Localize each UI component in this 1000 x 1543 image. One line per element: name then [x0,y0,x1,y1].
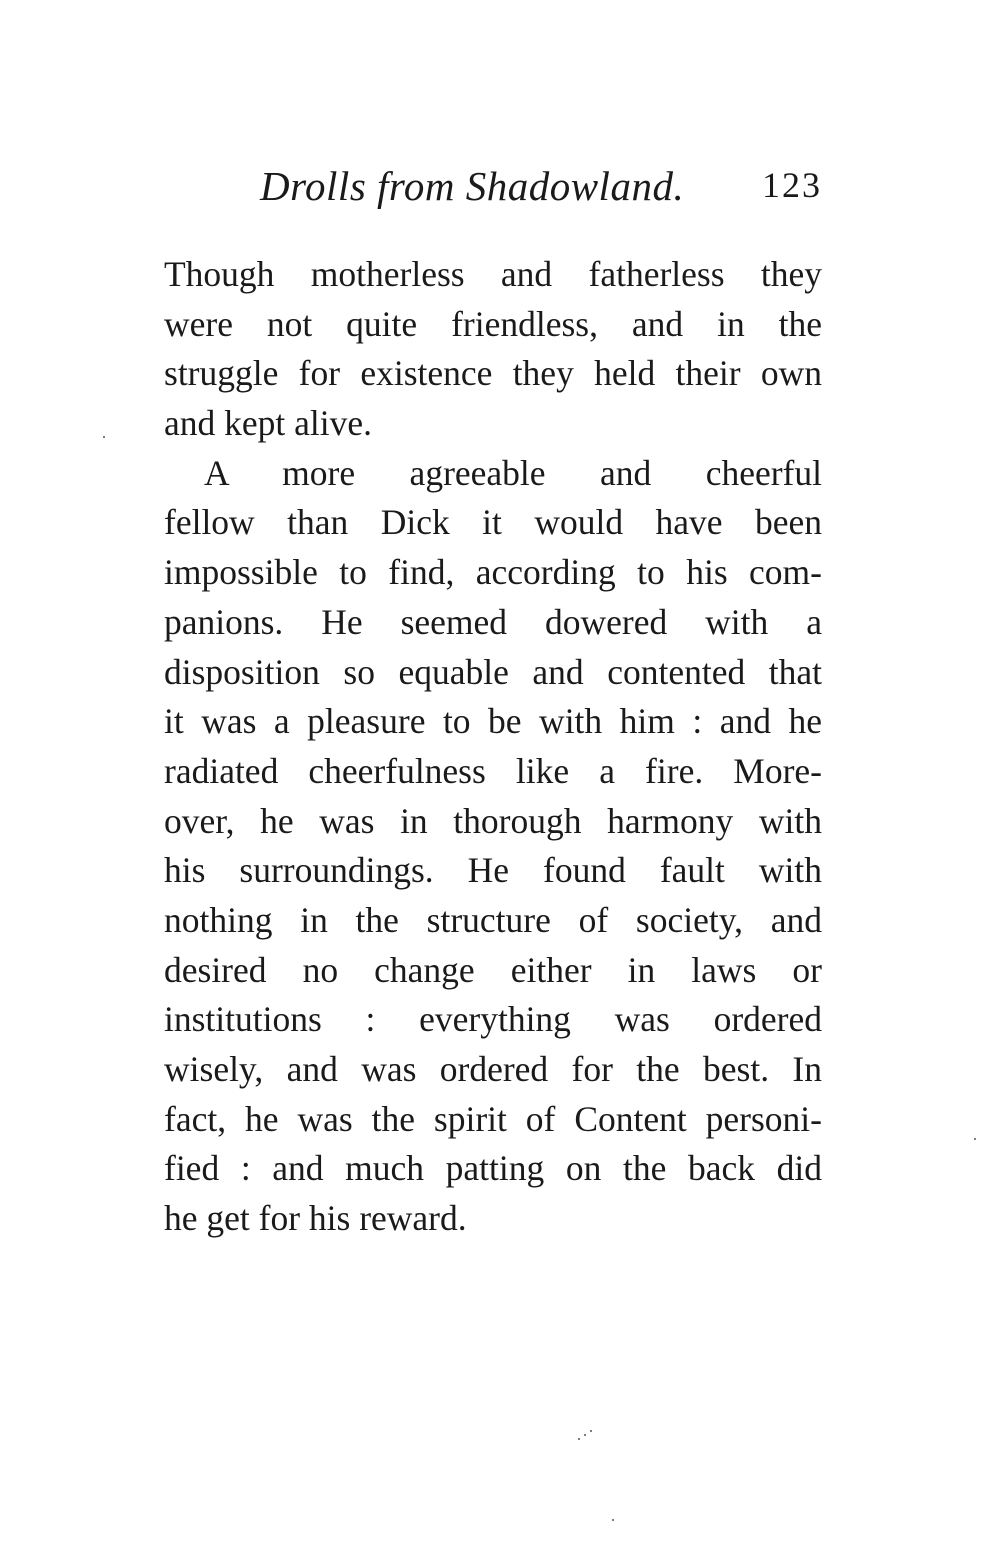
page-number: 123 [762,165,822,205]
text-line: his surroundings. He found fault with [164,850,822,891]
text-line: fact, he was the spirit of Content personi- [164,1098,822,1139]
text-line: A more agreeable and cheerful [204,452,822,493]
text-line: were not quite friendless, and in the [164,303,822,344]
text-line: he get for his reward. [164,1198,467,1239]
text-line: Though motherless and fatherless they [164,254,822,294]
text-line: panions. He seemed dowered with a [164,601,822,642]
scan-speck [578,1438,580,1440]
text-line: struggle for existence they held their own [164,353,822,394]
body-text [164,250,822,1244]
scan-speck [103,436,105,438]
scan-speck [590,1430,592,1432]
text-line: desired no change either in laws or [164,949,822,990]
text-line: and kept alive. [164,403,372,444]
running-head [164,150,822,220]
text-line: fied : and much patting on the back did [164,1148,822,1189]
text-line: institutions : everything was ordered [164,999,822,1040]
scan-speck [584,1434,586,1436]
text-line: fellow than Dick it would have been [164,502,822,543]
text-line: radiated cheerfulness like a fire. More- [164,750,822,791]
text-line: disposition so equable and contented that [164,651,822,692]
text-line: nothing in the structure of society, and [164,899,822,940]
text-line: impossible to find, according to his com- [164,552,822,593]
text-line: over, he was in thorough harmony with [164,800,822,841]
text-line: wisely, and was ordered for the best. In [164,1049,822,1089]
text-line: it was a pleasure to be with him : and he [164,701,822,742]
scan-speck [612,1519,614,1521]
scan-speck [974,1138,976,1140]
running-title: Drolls from Shadowland. [260,163,685,209]
